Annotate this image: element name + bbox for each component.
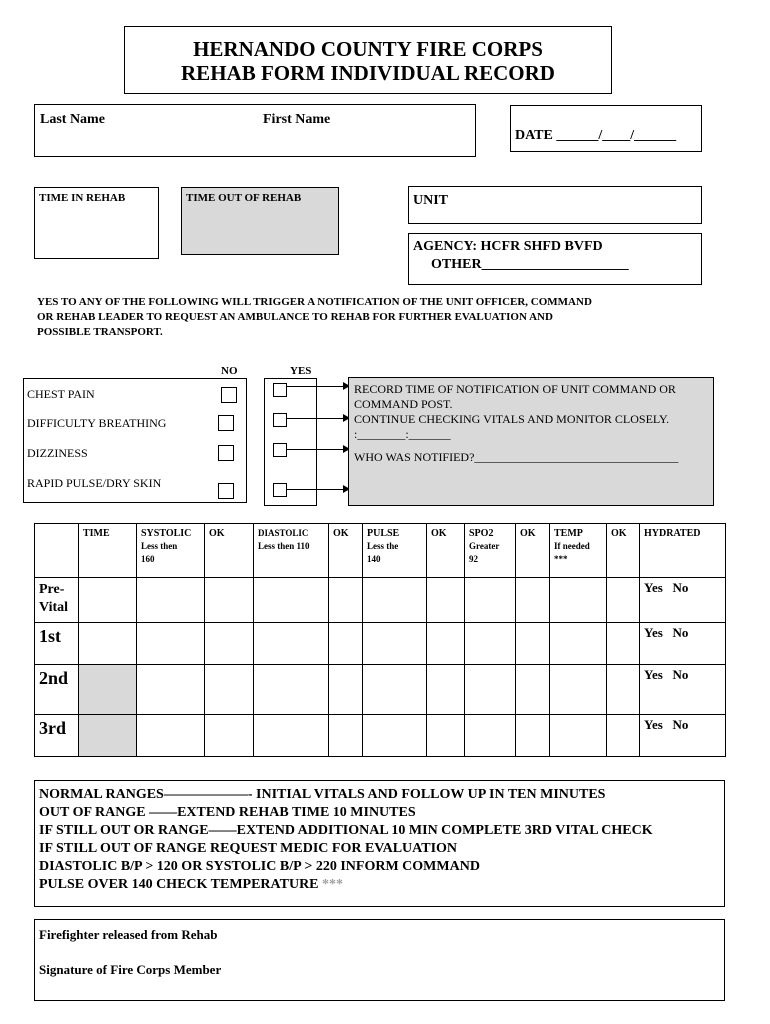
cell-systolic[interactable]	[137, 623, 205, 665]
header-ok-2: OK	[329, 524, 363, 578]
cell-ok[interactable]	[329, 623, 363, 665]
header-diastolic: DIASTOLIC Less then 110	[254, 524, 329, 578]
header-temp-stars: ***	[554, 554, 568, 564]
ranges-line4: IF STILL OUT OF RANGE REQUEST MEDIC FOR EVALUATION	[39, 841, 458, 856]
yes-checkbox-rapid-pulse[interactable]	[273, 483, 287, 497]
no-checkbox-rapid-pulse[interactable]	[218, 483, 234, 499]
unit-field-box[interactable]	[408, 186, 702, 224]
cell-ok[interactable]	[607, 623, 640, 665]
arrow-line-2	[287, 418, 343, 419]
notification-box	[348, 377, 714, 506]
row-label-3rd: 3rd	[35, 715, 79, 757]
arrow-line-3	[287, 449, 343, 450]
header-spo2-value: 92	[469, 554, 478, 564]
cell-time[interactable]	[79, 623, 137, 665]
cell-temp[interactable]	[550, 578, 607, 623]
header-blank-cell	[35, 524, 79, 578]
header-systolic-title: SYSTOLIC	[141, 528, 192, 539]
form-title-line1: HERNANDO COUNTY FIRE CORPS	[193, 37, 543, 61]
cell-ok[interactable]	[516, 665, 550, 715]
cell-hydrated[interactable]: Yes No	[640, 715, 726, 757]
cell-ok[interactable]	[516, 578, 550, 623]
header-time: TIME	[79, 524, 137, 578]
row-label-1st: 1st	[35, 623, 79, 665]
ranges-line5: DIASTOLIC B/P > 120 OR SYSTOLIC B/P > 220 INFORM COMMAND	[39, 859, 480, 874]
header-temp-title: TEMP	[554, 528, 583, 539]
agency-field-box[interactable]	[408, 233, 702, 285]
cell-ok[interactable]	[607, 665, 640, 715]
notification-line3: CONTINUE CHECKING VITALS AND MONITOR CLOSELY.	[354, 412, 670, 426]
yes-column-box	[264, 378, 317, 506]
normal-ranges-box	[34, 780, 725, 907]
header-pulse-value: 140	[367, 554, 381, 564]
cell-pulse[interactable]	[363, 665, 427, 715]
date-label: DATE ______/____/______	[515, 128, 677, 143]
cell-ok[interactable]	[516, 623, 550, 665]
notification-line1: RECORD TIME OF NOTIFICATION OF UNIT COMMAND OR	[354, 382, 676, 396]
cell-systolic[interactable]	[137, 665, 205, 715]
form-title-box	[124, 26, 612, 94]
cell-time[interactable]	[79, 578, 137, 623]
cell-pulse[interactable]	[363, 715, 427, 757]
no-column-label: NO	[221, 365, 238, 377]
cell-time-shaded	[79, 715, 137, 757]
cell-ok[interactable]	[205, 578, 254, 623]
cell-hydrated[interactable]: Yes No	[640, 578, 726, 623]
time-in-field-box[interactable]	[34, 187, 159, 259]
ranges-line2: OUT OF RANGE ——EXTEND REHAB TIME 10 MINUTES	[39, 805, 416, 820]
cell-pulse[interactable]	[363, 623, 427, 665]
arrow-line-4	[287, 489, 343, 490]
cell-ok[interactable]	[329, 715, 363, 757]
cell-ok[interactable]	[427, 665, 465, 715]
cell-temp[interactable]	[550, 665, 607, 715]
symptom-difficulty-breathing: DIFFICULTY BREATHING	[27, 416, 167, 430]
symptom-list-box	[23, 378, 247, 503]
warning-text	[37, 295, 592, 340]
header-ok-3: OK	[427, 524, 465, 578]
ranges-line1: NORMAL RANGES——————- INITIAL VITALS AND FOLLOW UP IN TEN MINUTES	[39, 787, 606, 802]
cell-ok[interactable]	[607, 578, 640, 623]
yes-column-label: YES	[290, 365, 312, 377]
cell-ok[interactable]	[329, 578, 363, 623]
cell-ok[interactable]	[205, 623, 254, 665]
row-label-pre-vital	[35, 578, 79, 623]
header-temp	[550, 524, 607, 578]
notification-line2: COMMAND POST.	[354, 397, 453, 411]
cell-time-shaded	[79, 665, 137, 715]
header-systolic-value: 160	[141, 554, 155, 564]
cell-ok[interactable]	[205, 715, 254, 757]
symptom-rapid-pulse: RAPID PULSE/DRY SKIN	[27, 476, 162, 490]
header-systolic	[137, 524, 205, 578]
yes-checkbox-chest-pain[interactable]	[273, 383, 287, 397]
arrow-line-1	[287, 386, 343, 387]
vitals-row-3rd	[35, 715, 726, 757]
symptom-chest-pain: CHEST PAIN	[27, 387, 95, 401]
vitals-header-row	[35, 524, 726, 578]
header-systolic-sub: Less then	[141, 541, 178, 551]
form-title-line2: REHAB FORM INDIVIDUAL RECORD	[181, 61, 555, 85]
cell-spo2[interactable]	[465, 623, 516, 665]
header-pulse	[363, 524, 427, 578]
header-hydrated: HYDRATED	[640, 524, 726, 578]
cell-spo2[interactable]	[465, 715, 516, 757]
vitals-table	[34, 523, 726, 757]
cell-diastolic[interactable]	[254, 578, 329, 623]
cell-ok[interactable]	[427, 623, 465, 665]
vitals-row-2nd	[35, 665, 726, 715]
header-spo2-sub: Greater	[469, 541, 500, 551]
release-box[interactable]	[34, 919, 725, 1001]
notification-text	[354, 382, 678, 465]
cell-diastolic[interactable]	[254, 665, 329, 715]
agency-line1: AGENCY: HCFR SHFD BVFD	[413, 239, 603, 254]
row-label-pre-line1: Pre-	[39, 582, 65, 597]
time-out-label: TIME OUT OF REHAB	[186, 192, 302, 204]
header-temp-sub: If needed	[554, 541, 590, 551]
cell-temp[interactable]	[550, 623, 607, 665]
cell-diastolic[interactable]	[254, 623, 329, 665]
date-field-box[interactable]	[510, 105, 702, 152]
symptom-dizziness: DIZZINESS	[27, 446, 88, 460]
cell-systolic[interactable]	[137, 715, 205, 757]
row-label-2nd: 2nd	[35, 665, 79, 715]
no-checkbox-dizziness[interactable]	[218, 445, 234, 461]
ranges-line6-text: PULSE OVER 140 CHECK TEMPERATURE	[39, 877, 323, 892]
cell-ok[interactable]	[329, 665, 363, 715]
vitals-row-1st	[35, 623, 726, 665]
unit-label: UNIT	[413, 193, 449, 208]
header-ok-5: OK	[607, 524, 640, 578]
signature-label: Signature of Fire Corps Member	[39, 962, 222, 977]
header-ok-1: OK	[205, 524, 254, 578]
header-pulse-sub: Less the	[367, 541, 399, 551]
cell-diastolic[interactable]	[254, 715, 329, 757]
yes-checkbox-dizziness[interactable]	[273, 443, 287, 457]
header-pulse-title: PULSE	[367, 528, 400, 539]
time-in-label: TIME IN REHAB	[39, 192, 126, 204]
time-out-field-box[interactable]	[181, 187, 339, 255]
notification-who-notified: WHO WAS NOTIFIED?__________________________________	[354, 450, 679, 464]
cell-spo2[interactable]	[465, 665, 516, 715]
last-name-label: Last Name	[40, 112, 105, 127]
header-spo2	[465, 524, 516, 578]
no-checkbox-difficulty-breathing[interactable]	[218, 415, 234, 431]
yes-checkbox-difficulty-breathing[interactable]	[273, 413, 287, 427]
cell-ok[interactable]	[607, 715, 640, 757]
cell-systolic[interactable]	[137, 578, 205, 623]
cell-ok[interactable]	[516, 715, 550, 757]
cell-spo2[interactable]	[465, 578, 516, 623]
cell-ok[interactable]	[205, 665, 254, 715]
name-field-box[interactable]	[34, 104, 476, 157]
header-ok-4: OK	[516, 524, 550, 578]
cell-ok[interactable]	[427, 578, 465, 623]
cell-hydrated[interactable]: Yes No	[640, 623, 726, 665]
released-label: Firefighter released from Rehab	[39, 927, 218, 942]
ranges-line3: IF STILL OUT OR RANGE——EXTEND ADDITIONAL 10 MIN COMPLETE 3RD VITAL CHECK	[39, 823, 653, 838]
warning-line1: YES TO ANY OF THE FOLLOWING WILL TRIGGER A NOTIFICATION OF THE UNIT OFFICER, COMMAND	[37, 296, 592, 308]
header-spo2-title: SPO2	[469, 528, 494, 539]
warning-line2: OR REHAB LEADER TO REQUEST AN AMBULANCE TO REHAB FOR FURTHER EVALUATION AND	[37, 311, 553, 323]
row-label-pre-line2: Vital	[39, 600, 69, 615]
cell-temp[interactable]	[550, 715, 607, 757]
vitals-row-pre-vital	[35, 578, 726, 623]
notification-time-blanks: :________:_______	[354, 427, 451, 441]
cell-pulse[interactable]	[363, 578, 427, 623]
agency-other-line: OTHER_____________________	[431, 257, 629, 272]
ranges-line6	[39, 876, 724, 894]
warning-line3: POSSIBLE TRANSPORT.	[37, 326, 163, 338]
no-checkbox-chest-pain[interactable]	[221, 387, 237, 403]
ranges-line6-stars: ***	[322, 877, 344, 892]
first-name-label: First Name	[263, 112, 331, 127]
cell-hydrated[interactable]: Yes No	[640, 665, 726, 715]
cell-ok[interactable]	[427, 715, 465, 757]
